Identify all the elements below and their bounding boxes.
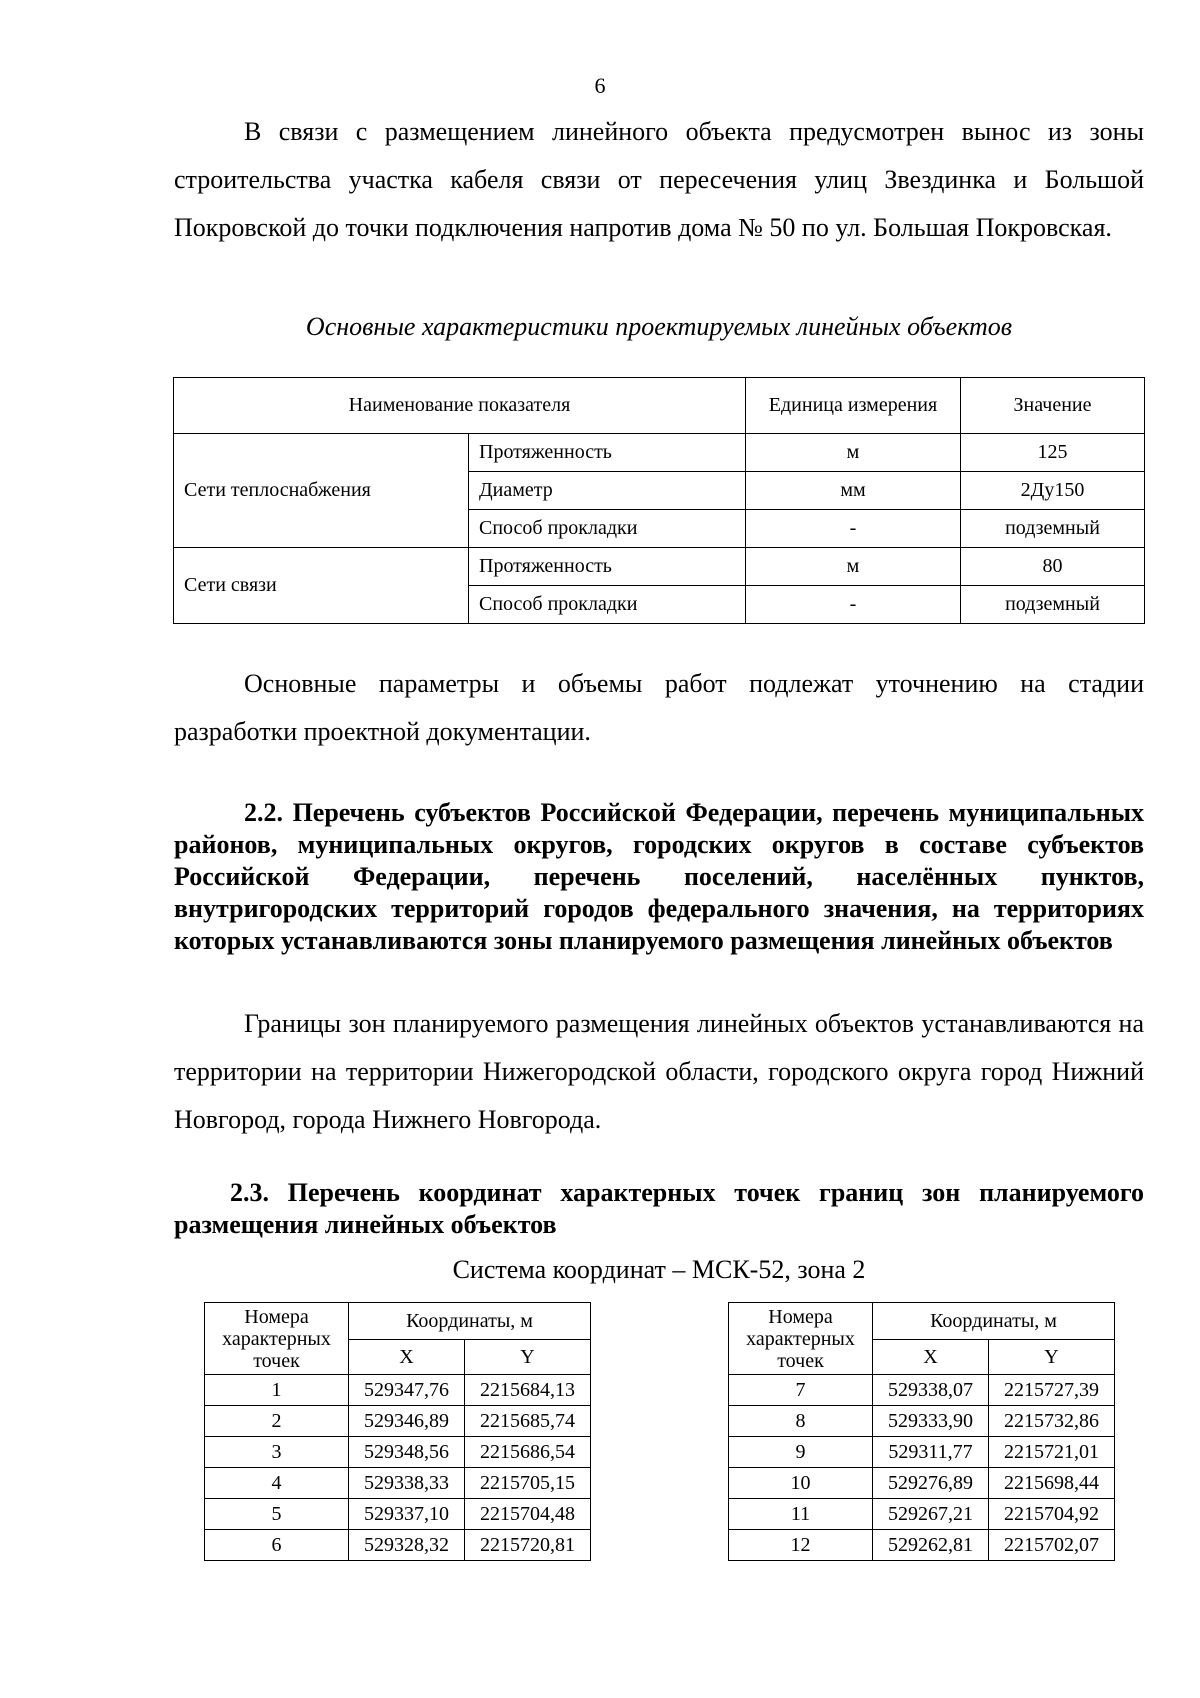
table-header-row	[174, 378, 1145, 434]
y-value: 2215704,48	[465, 1499, 591, 1530]
paragraph-relocation: В связи с размещением линейного объекта предусмотрен вынос из зоны строительства участка кабеля связи от пересечения улиц Звездинка и Большой Покровской до точки подключения напротив дома № 50 по ул. Большая Покровская.	[174, 117, 1144, 242]
point-number: 4	[205, 1468, 349, 1499]
table-row	[205, 1530, 591, 1561]
param-cell: Протяженность	[469, 434, 746, 472]
table-row	[205, 1375, 591, 1406]
point-number: 10	[729, 1468, 873, 1499]
x-value: 529347,76	[349, 1375, 465, 1406]
table-row	[729, 1437, 1115, 1468]
point-number: 6	[205, 1530, 349, 1561]
point-number: 1	[205, 1375, 349, 1406]
point-number: 8	[729, 1406, 873, 1437]
point-number: 12	[729, 1530, 873, 1561]
x-value: 529346,89	[349, 1406, 465, 1437]
y-value: 2215704,92	[989, 1499, 1115, 1530]
paragraph-boundaries: Границы зон планируемого размещения линейных объектов устанавливаются на территории на территории Нижегородской области, городского округа город Нижний Новгород, города Нижнего Новгорода.	[174, 1009, 1144, 1134]
unit-cell: м	[746, 548, 961, 586]
y-value: 2215720,81	[465, 1530, 591, 1561]
y-value: 2215727,39	[989, 1375, 1115, 1406]
coord-header-row	[205, 1303, 591, 1340]
x-value: 529311,77	[873, 1437, 989, 1468]
x-value: 529262,81	[873, 1530, 989, 1561]
unit-cell: -	[746, 510, 961, 548]
point-number: 9	[729, 1437, 873, 1468]
header-value: Значение	[961, 378, 1145, 434]
header-unit: Единица измерения	[746, 378, 961, 434]
header-y: Y	[465, 1340, 591, 1375]
table-row	[174, 434, 1145, 472]
table-row	[729, 1375, 1115, 1406]
table-row	[729, 1499, 1115, 1530]
value-cell: 2Ду150	[961, 472, 1145, 510]
table-row	[205, 1499, 591, 1530]
param-cell: Способ прокладки	[469, 586, 746, 624]
paragraph-parameters: Основные параметры и объемы работ подлежат уточнению на стадии разработки проектной документации.	[174, 669, 1144, 746]
group-name: Сети связи	[174, 548, 469, 624]
point-number: 2	[205, 1406, 349, 1437]
coordinates-table-right	[728, 1302, 1115, 1561]
value-cell: 80	[961, 548, 1145, 586]
header-y: Y	[989, 1340, 1115, 1375]
header-point-number: Номера характерных точек	[729, 1303, 873, 1375]
point-number: 11	[729, 1499, 873, 1530]
value-cell: подземный	[961, 510, 1145, 548]
section-heading-2-3: 2.3. Перечень координат характерных точек границ зон планируемого размещения линейных объектов	[174, 1178, 1144, 1239]
table-row	[205, 1437, 591, 1468]
section-heading-2-2: 2.2. Перечень субъектов Российской Федерации, перечень муниципальных районов, муниципальных округов, городских округов в составе субъектов Российской Федерации, перечень поселений, населённых пунктов, внутригородских территорий городов федерального значения, на территориях которых устанавливаются зоны планируемого размещения линейных объектов	[174, 798, 1144, 955]
table-row	[729, 1530, 1115, 1561]
y-value: 2215702,07	[989, 1530, 1115, 1561]
coord-header-row	[729, 1303, 1115, 1340]
unit-cell: м	[746, 434, 961, 472]
table-row	[205, 1406, 591, 1437]
y-value: 2215685,74	[465, 1406, 591, 1437]
coordinate-system-caption: Система координат – МСК-52, зона 2	[452, 1255, 866, 1284]
table-caption: Основные характеристики проектируемых линейных объектов	[305, 312, 1013, 341]
header-name: Наименование показателя	[174, 378, 746, 434]
value-cell: подземный	[961, 586, 1145, 624]
x-value: 529328,32	[349, 1530, 465, 1561]
header-coordinates: Координаты, м	[873, 1303, 1115, 1340]
point-number: 3	[205, 1437, 349, 1468]
header-coordinates: Координаты, м	[349, 1303, 591, 1340]
characteristics-table	[173, 377, 1145, 624]
y-value: 2215732,86	[989, 1406, 1115, 1437]
x-value: 529276,89	[873, 1468, 989, 1499]
table-row	[729, 1406, 1115, 1437]
header-x: X	[873, 1340, 989, 1375]
x-value: 529333,90	[873, 1406, 989, 1437]
group-name: Сети теплоснабжения	[174, 434, 469, 548]
page-number: 6	[594, 73, 606, 98]
x-value: 529337,10	[349, 1499, 465, 1530]
table-row	[174, 548, 1145, 586]
value-cell: 125	[961, 434, 1145, 472]
x-value: 529267,21	[873, 1499, 989, 1530]
unit-cell: -	[746, 586, 961, 624]
header-x: X	[349, 1340, 465, 1375]
unit-cell: мм	[746, 472, 961, 510]
table-row	[729, 1468, 1115, 1499]
x-value: 529348,56	[349, 1437, 465, 1468]
y-value: 2215698,44	[989, 1468, 1115, 1499]
header-point-number: Номера характерных точек	[205, 1303, 349, 1375]
point-number: 5	[205, 1499, 349, 1530]
param-cell: Способ прокладки	[469, 510, 746, 548]
param-cell: Протяженность	[469, 548, 746, 586]
y-value: 2215686,54	[465, 1437, 591, 1468]
x-value: 529338,07	[873, 1375, 989, 1406]
y-value: 2215705,15	[465, 1468, 591, 1499]
y-value: 2215684,13	[465, 1375, 591, 1406]
coordinates-table-left	[204, 1302, 591, 1561]
table-row	[205, 1468, 591, 1499]
y-value: 2215721,01	[989, 1437, 1115, 1468]
x-value: 529338,33	[349, 1468, 465, 1499]
point-number: 7	[729, 1375, 873, 1406]
param-cell: Диаметр	[469, 472, 746, 510]
